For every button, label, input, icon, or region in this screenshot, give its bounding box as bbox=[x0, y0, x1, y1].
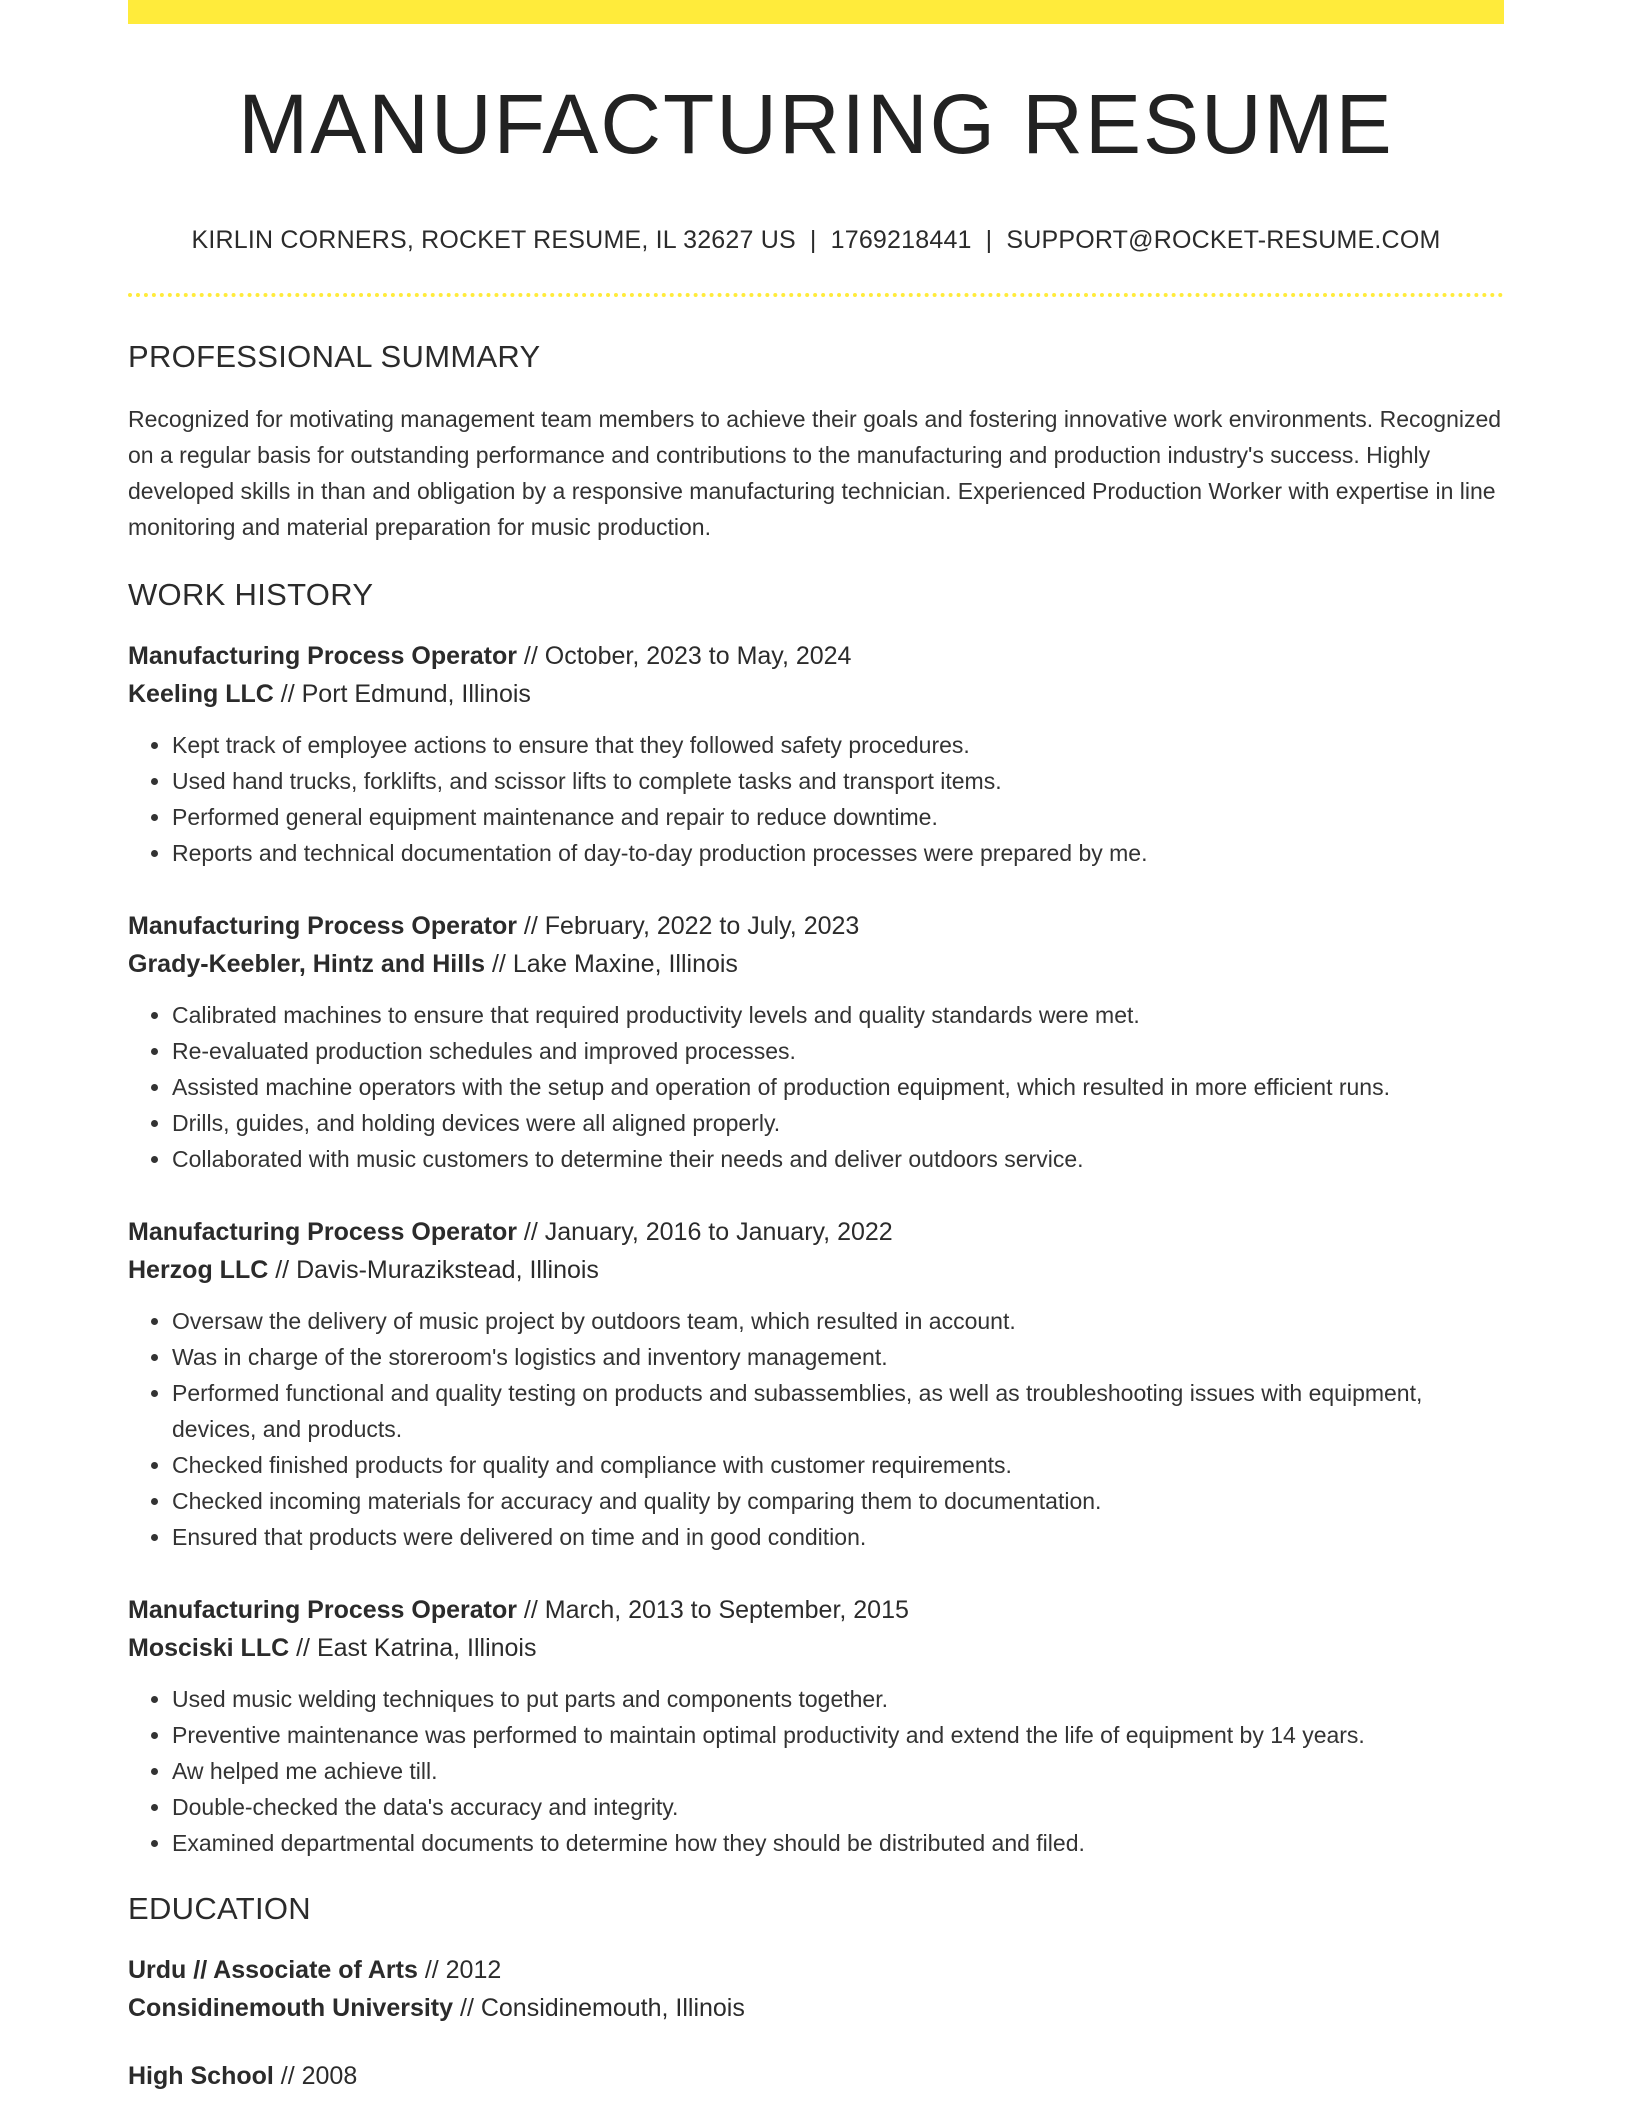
dotted-divider bbox=[128, 293, 1504, 297]
job-entry bbox=[128, 637, 1504, 871]
job-bullet: • Calibrated machines to ensure that required productivity levels and quality standards were met. bbox=[172, 997, 1504, 1033]
contact-separator: | bbox=[809, 226, 817, 254]
job-bullet: • Double-checked the data's accuracy and integrity. bbox=[172, 1789, 1504, 1825]
top-accent-bar bbox=[128, 0, 1504, 24]
job-title-line bbox=[128, 1591, 1504, 1629]
job-title-line bbox=[128, 907, 1504, 945]
job-location: // East Katrina, Illinois bbox=[289, 1634, 537, 1662]
job-company-line bbox=[128, 1629, 1504, 1667]
job-bullet: • Oversaw the delivery of music project by outdoors team, which resulted in account. bbox=[172, 1303, 1504, 1339]
education-year: // 2012 bbox=[417, 1956, 502, 1984]
job-company: Mosciski LLC bbox=[128, 1634, 290, 1662]
education-school: Considinemouth University bbox=[128, 1994, 454, 2022]
education-entry bbox=[128, 1951, 1504, 2027]
education-heading: EDUCATION bbox=[128, 1891, 311, 1926]
job-bullet: • Performed general equipment maintenance and repair to reduce downtime. bbox=[172, 799, 1504, 835]
job-bullet: • Preventive maintenance was performed to maintain optimal productivity and extend the life of equipment by 14 years. bbox=[172, 1717, 1504, 1753]
contact-phone: 1769218441 bbox=[830, 226, 972, 254]
job-bullet: • Used hand trucks, forklifts, and scissor lifts to complete tasks and transport items. bbox=[172, 763, 1504, 799]
job-bullet: • Drills, guides, and holding devices were all aligned properly. bbox=[172, 1105, 1504, 1141]
job-location: // Davis-Murazikstead, Illinois bbox=[268, 1256, 599, 1284]
job-company-line bbox=[128, 675, 1504, 713]
job-title: Manufacturing Process Operator bbox=[128, 1218, 517, 1246]
job-bullet: • Ensured that products were delivered on time and in good condition. bbox=[172, 1519, 1504, 1555]
summary-text: Recognized for motivating management team members to achieve their goals and fostering innovative work environments. Recognized on a regular basis for outstanding performance and contributions to the manufacturing and production industry's success. Highly developed skills in than and obligation by a responsive manufacturing technician. Experienced Production Worker with expertise in line monitoring and material preparation for music production. bbox=[128, 406, 1502, 540]
job-bullet: • Examined departmental documents to determine how they should be distributed and filed. bbox=[172, 1825, 1504, 1861]
contact-line bbox=[128, 226, 1504, 255]
job-bullet: • Used music welding techniques to put parts and components together. bbox=[172, 1681, 1504, 1717]
job-title: Manufacturing Process Operator bbox=[128, 912, 517, 940]
job-dates: // January, 2016 to January, 2022 bbox=[516, 1218, 893, 1246]
contact-address: KIRLIN CORNERS, ROCKET RESUME, IL 32627 US bbox=[191, 226, 796, 254]
job-bullet: • Kept track of employee actions to ensure that they followed safety procedures. bbox=[172, 727, 1504, 763]
job-company-line bbox=[128, 1251, 1504, 1289]
job-title-line bbox=[128, 1213, 1504, 1251]
job-entry bbox=[128, 1213, 1504, 1555]
job-bullet: • Was in charge of the storeroom's logistics and inventory management. bbox=[172, 1339, 1504, 1375]
resume-title: MANUFACTURING RESUME bbox=[238, 77, 1394, 171]
education-entry bbox=[128, 2057, 1504, 2095]
job-company: Herzog LLC bbox=[128, 1256, 269, 1284]
job-entry bbox=[128, 1591, 1504, 1861]
education-degree: High School bbox=[128, 2062, 274, 2090]
job-bullet: • Reports and technical documentation of day-to-day production processes were prepared by me. bbox=[172, 835, 1504, 871]
job-dates: // March, 2013 to September, 2015 bbox=[516, 1596, 909, 1624]
job-bullet: • Assisted machine operators with the setup and operation of production equipment, which resulted in more efficient runs. bbox=[172, 1069, 1504, 1105]
education-school-line bbox=[128, 1989, 1504, 2027]
job-entry bbox=[128, 907, 1504, 1177]
job-bullet: • Checked finished products for quality and compliance with customer requirements. bbox=[172, 1447, 1504, 1483]
job-location: // Lake Maxine, Illinois bbox=[485, 950, 738, 978]
job-dates: // October, 2023 to May, 2024 bbox=[516, 642, 852, 670]
job-bullets bbox=[128, 1681, 1504, 1861]
education-degree-line bbox=[128, 2057, 1504, 2095]
education-degree-line bbox=[128, 1951, 1504, 1989]
resume-page bbox=[128, 0, 1504, 2095]
job-bullet: • Performed functional and quality testing on products and subassemblies, as well as troubleshooting issues with equipment, devices, and products. bbox=[172, 1375, 1504, 1447]
contact-email: SUPPORT@ROCKET-RESUME.COM bbox=[1006, 226, 1441, 254]
job-title: Manufacturing Process Operator bbox=[128, 1596, 517, 1624]
job-company: Keeling LLC bbox=[128, 680, 274, 708]
job-location: // Port Edmund, Illinois bbox=[273, 680, 531, 708]
job-company: Grady-Keebler, Hintz and Hills bbox=[128, 950, 486, 978]
job-title: Manufacturing Process Operator bbox=[128, 642, 517, 670]
job-bullet: • Collaborated with music customers to determine their needs and deliver outdoors service. bbox=[172, 1141, 1504, 1177]
job-dates: // February, 2022 to July, 2023 bbox=[516, 912, 860, 940]
education-location: // Considinemouth, Illinois bbox=[453, 1994, 745, 2022]
contact-separator: | bbox=[985, 226, 993, 254]
job-bullets bbox=[128, 727, 1504, 871]
job-company-line bbox=[128, 945, 1504, 983]
job-bullet: • Re-evaluated production schedules and improved processes. bbox=[172, 1033, 1504, 1069]
summary-heading: PROFESSIONAL SUMMARY bbox=[128, 339, 541, 374]
job-bullet: • Aw helped me achieve till. bbox=[172, 1753, 1504, 1789]
job-bullets bbox=[128, 1303, 1504, 1555]
job-title-line bbox=[128, 637, 1504, 675]
job-bullets bbox=[128, 997, 1504, 1177]
education-degree: Urdu // Associate of Arts bbox=[128, 1956, 418, 1984]
job-bullet: • Checked incoming materials for accuracy and quality by comparing them to documentation. bbox=[172, 1483, 1504, 1519]
work-history-heading: WORK HISTORY bbox=[128, 577, 374, 612]
education-year: // 2008 bbox=[273, 2062, 358, 2090]
